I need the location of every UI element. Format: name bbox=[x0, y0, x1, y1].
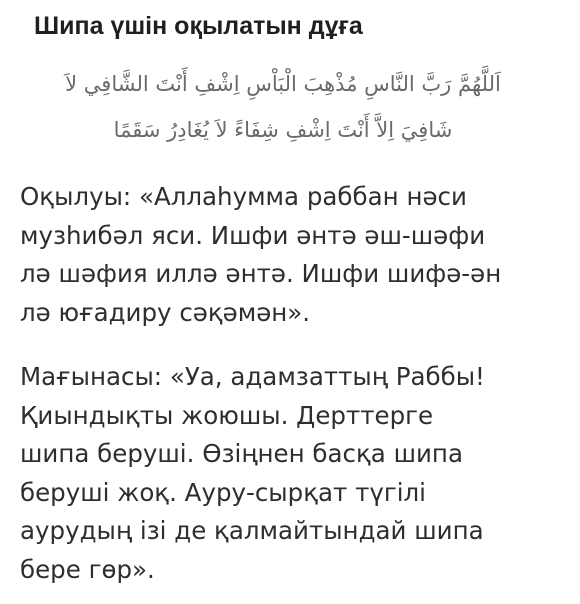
meaning-line-2: Қиындықты жоюшы. Дерттерге bbox=[20, 400, 434, 430]
meaning-paragraph bbox=[20, 358, 565, 589]
reading-paragraph bbox=[20, 178, 565, 332]
document-title: Шипа үшін оқылатын дұға bbox=[34, 12, 363, 40]
meaning-line-3: шипа беруші. Өзіңнен басқа шипа bbox=[20, 439, 463, 468]
reading-line-2: музһибәл яси. Ишфи әнтә әш-шәфи bbox=[20, 220, 486, 250]
arabic-dua-line-1: اَللَّهُمَّ رَبَّ النَّاسِ مُذْهِبَ الْبَاْسِ اِشْفِ أَنْتَ الشَّافِي لاَ bbox=[65, 72, 501, 96]
meaning-line-4: беруші жоқ. Ауру-сырқат түгілі bbox=[20, 477, 426, 507]
meaning-line-5: аурудың ізі де қалмайтындай шипа bbox=[20, 516, 484, 545]
arabic-dua-line-2: شَافِيَ اِلاَّ أَنْتَ اِشْفِ شِفَاءً لاَ يُغَادِرُ سَقَمًا bbox=[113, 118, 453, 142]
reading-line-1: Оқылуы: «Аллаһумма раббан нәси bbox=[20, 182, 467, 211]
meaning-line-6: бере гөр». bbox=[20, 554, 155, 584]
reading-line-3: лә шәфия иллә әнтә. Ишфи шифә-ән bbox=[20, 259, 502, 288]
reading-line-4: лә юғадиру сәқәмән». bbox=[20, 297, 311, 327]
meaning-line-1: Мағынасы: «Уа, адамзаттың Раббы! bbox=[20, 362, 485, 391]
